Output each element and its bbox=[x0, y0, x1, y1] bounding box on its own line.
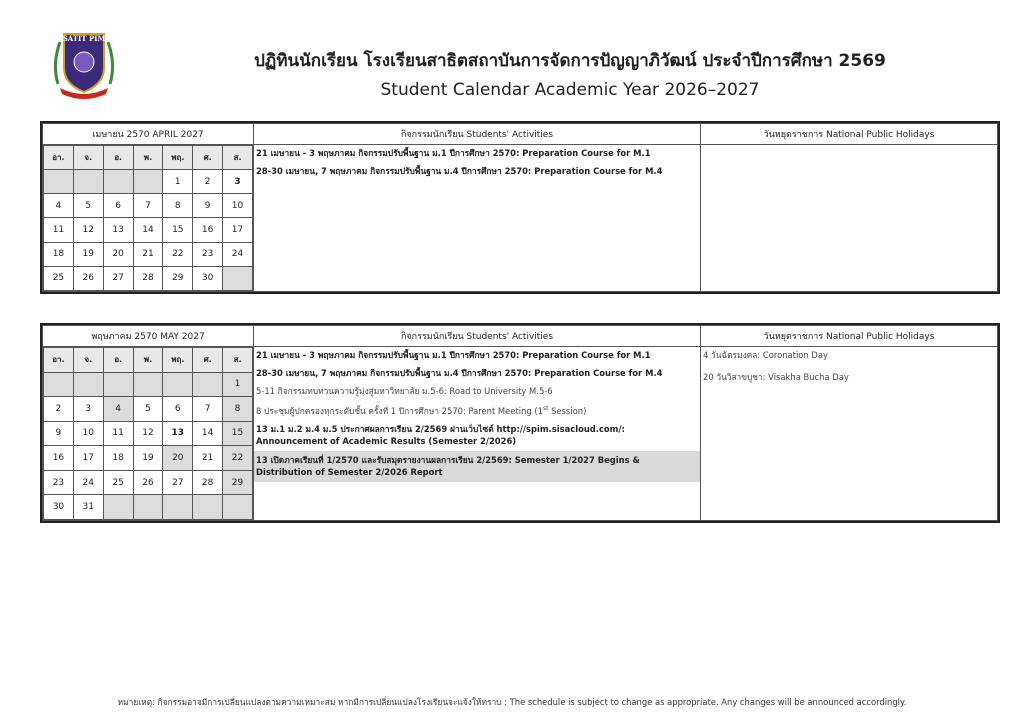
activity-item: 8 ประชุมผู้ปกครองทุกระดับชั้น ครั้งที่ 1 ปีการศึกษา 2570: Parent Meeting (1st Session) bbox=[256, 405, 587, 416]
activity-item: 21 เมษายน - 3 พฤษภาคม กิจกรรมปรับพื้นฐาน ม.1 ปีการศึกษา 2570: Preparation Course for M.1 bbox=[256, 148, 651, 158]
title-english: Student Calendar Academic Year 2026–2027 bbox=[380, 80, 760, 100]
may-calendar-grid bbox=[43, 347, 253, 520]
empty-day-cell bbox=[103, 495, 133, 520]
weekday-header: อา. bbox=[44, 348, 74, 373]
activity-item: 5-11 กิจกรรมทบทวนความรู้มุ่งสู่มหาวิทยาลัย ม.5-6: Road to University M.5-6 bbox=[256, 386, 553, 396]
weekday-header: จ. bbox=[73, 348, 103, 373]
day-cell: 12 bbox=[73, 218, 103, 242]
day-cell: 15 bbox=[223, 421, 253, 446]
day-cell: 5 bbox=[133, 397, 163, 422]
weekday-header: พฤ. bbox=[163, 348, 193, 373]
empty-day-cell bbox=[133, 372, 163, 397]
empty-day-cell bbox=[193, 495, 223, 520]
day-cell: 22 bbox=[223, 446, 253, 471]
holidays-header: วันหยุดราชการ National Public Holidays bbox=[701, 326, 998, 347]
school-logo bbox=[48, 24, 120, 100]
day-cell: 11 bbox=[103, 421, 133, 446]
day-cell: 1 bbox=[163, 170, 193, 194]
title-thai: ปฏิทินนักเรียน โรงเรียนสาธิตสถาบันการจัดการปัญญาภิวัฒน์ ประจำปีการศึกษา 2569 bbox=[254, 51, 886, 71]
day-cell: 5 bbox=[73, 194, 103, 218]
weekday-header: ศ. bbox=[193, 348, 223, 373]
day-cell: 17 bbox=[223, 218, 253, 242]
empty-day-cell bbox=[103, 372, 133, 397]
day-cell: 16 bbox=[44, 446, 74, 471]
weekday-header: พ. bbox=[133, 348, 163, 373]
day-cell: 15 bbox=[163, 218, 193, 242]
activity-item: 21 เมษายน - 3 พฤษภาคม กิจกรรมปรับพื้นฐาน ม.1 ปีการศึกษา 2570: Preparation Course for M.1 bbox=[256, 350, 651, 360]
april-calendar-grid bbox=[43, 145, 253, 291]
may-activities bbox=[254, 347, 701, 521]
day-cell: 10 bbox=[223, 194, 253, 218]
weekday-header: อ. bbox=[103, 146, 133, 170]
day-cell: 30 bbox=[44, 495, 74, 520]
day-cell: 26 bbox=[133, 470, 163, 495]
day-cell: 14 bbox=[133, 218, 163, 242]
day-cell: 4 bbox=[103, 397, 133, 422]
day-cell: 18 bbox=[44, 242, 74, 266]
day-cell: 8 bbox=[163, 194, 193, 218]
day-cell: 19 bbox=[73, 242, 103, 266]
empty-day-cell bbox=[223, 495, 253, 520]
day-cell: 28 bbox=[193, 470, 223, 495]
weekday-header: อา. bbox=[44, 146, 74, 170]
day-cell: 20 bbox=[103, 242, 133, 266]
empty-day-cell bbox=[193, 372, 223, 397]
day-cell: 3 bbox=[223, 170, 253, 194]
day-cell: 27 bbox=[103, 266, 133, 290]
weekday-header: พ. bbox=[133, 146, 163, 170]
day-cell: 4 bbox=[44, 194, 74, 218]
activity-item: 28-30 เมษายน, 7 พฤษภาคม กิจกรรมปรับพื้นฐาน ม.4 ปีการศึกษา 2570: Preparation Course for M.4 bbox=[256, 368, 663, 378]
day-cell: 7 bbox=[133, 194, 163, 218]
activity-item: 28-30 เมษายน, 7 พฤษภาคม กิจกรรมปรับพื้นฐาน ม.4 ปีการศึกษา 2570: Preparation Course for M.4 bbox=[256, 166, 663, 176]
day-cell: 11 bbox=[44, 218, 74, 242]
day-cell: 19 bbox=[133, 446, 163, 471]
day-cell: 30 bbox=[193, 266, 223, 290]
day-cell: 22 bbox=[163, 242, 193, 266]
weekday-header: ส. bbox=[223, 348, 253, 373]
weekday-header: จ. bbox=[73, 146, 103, 170]
weekday-header: พฤ. bbox=[163, 146, 193, 170]
empty-day-cell bbox=[73, 372, 103, 397]
may-holidays bbox=[701, 347, 998, 521]
weekday-header: ศ. bbox=[193, 146, 223, 170]
day-cell: 2 bbox=[193, 170, 223, 194]
day-cell: 24 bbox=[223, 242, 253, 266]
day-cell: 6 bbox=[103, 194, 133, 218]
day-cell: 25 bbox=[103, 470, 133, 495]
day-cell: 12 bbox=[133, 421, 163, 446]
day-cell: 9 bbox=[44, 421, 74, 446]
day-cell: 21 bbox=[133, 242, 163, 266]
may-block bbox=[40, 323, 1000, 523]
empty-day-cell bbox=[44, 372, 74, 397]
empty-day-cell bbox=[73, 170, 103, 194]
day-cell: 23 bbox=[193, 242, 223, 266]
may-month-label: พฤษภาคม 2570 MAY 2027 bbox=[43, 326, 254, 347]
weekday-header: ส. bbox=[223, 146, 253, 170]
empty-day-cell bbox=[223, 266, 253, 290]
day-cell: 21 bbox=[193, 446, 223, 471]
day-cell: 6 bbox=[163, 397, 193, 422]
day-cell: 7 bbox=[193, 397, 223, 422]
april-block bbox=[40, 121, 1000, 294]
day-cell: 13 bbox=[163, 421, 193, 446]
footer-note: หมายเหตุ: กิจกรรมอาจมีการเปลี่ยนแปลงตามความเหมาะสม หากมีการเปลี่ยนแปลงโรงเรียนจะแจ้งให้ทราบ : The schedule is subject to change as appropriate. Any changes will be announced accordingly. bbox=[117, 697, 907, 707]
day-cell: 23 bbox=[44, 470, 74, 495]
day-cell: 16 bbox=[193, 218, 223, 242]
weekday-header: อ. bbox=[103, 348, 133, 373]
day-cell: 18 bbox=[103, 446, 133, 471]
day-cell: 29 bbox=[223, 470, 253, 495]
day-cell: 28 bbox=[133, 266, 163, 290]
empty-day-cell bbox=[44, 170, 74, 194]
day-cell: 1 bbox=[223, 372, 253, 397]
day-cell: 27 bbox=[163, 470, 193, 495]
day-cell: 31 bbox=[73, 495, 103, 520]
activity-item: 13 เปิดภาคเรียนที่ 1/2570 และรับสมุดรายงานผลการเรียน 2/2569: Semester 1/2027 Begins & Distribution of Semester 2/2026 Report bbox=[254, 451, 700, 482]
empty-day-cell bbox=[163, 372, 193, 397]
empty-day-cell bbox=[133, 170, 163, 194]
april-activities bbox=[254, 145, 701, 292]
day-cell: 14 bbox=[193, 421, 223, 446]
day-cell: 10 bbox=[73, 421, 103, 446]
day-cell: 2 bbox=[44, 397, 74, 422]
april-holidays bbox=[701, 145, 998, 292]
day-cell: 29 bbox=[163, 266, 193, 290]
day-cell: 25 bbox=[44, 266, 74, 290]
day-cell: 24 bbox=[73, 470, 103, 495]
day-cell: 13 bbox=[103, 218, 133, 242]
holiday-item: 4 วันฉัตรมงคล: Coronation Day bbox=[703, 350, 828, 360]
empty-day-cell bbox=[103, 170, 133, 194]
day-cell: 17 bbox=[73, 446, 103, 471]
day-cell: 26 bbox=[73, 266, 103, 290]
logo-text: SATIT PIM bbox=[62, 34, 106, 43]
day-cell: 3 bbox=[73, 397, 103, 422]
empty-day-cell bbox=[163, 495, 193, 520]
activities-header: กิจกรรมนักเรียน Students' Activities bbox=[254, 124, 701, 145]
day-cell: 20 bbox=[163, 446, 193, 471]
day-cell: 8 bbox=[223, 397, 253, 422]
day-cell: 9 bbox=[193, 194, 223, 218]
empty-day-cell bbox=[133, 495, 163, 520]
april-month-label: เมษายน 2570 APRIL 2027 bbox=[43, 124, 254, 145]
activity-item: 13 ม.1 ม.2 ม.4 ม.5 ประกาศผลการเรียน 2/2569 ผ่านเว็บไซต์ http://spim.sisacloud.com/: Announcement of Academic Results (Semester 2/2026) bbox=[256, 423, 625, 446]
holiday-item: 20 วันวิสาขบูชา: Visakha Bucha Day bbox=[703, 372, 849, 382]
holidays-header: วันหยุดราชการ National Public Holidays bbox=[701, 124, 998, 145]
activities-header: กิจกรรมนักเรียน Students' Activities bbox=[254, 326, 701, 347]
